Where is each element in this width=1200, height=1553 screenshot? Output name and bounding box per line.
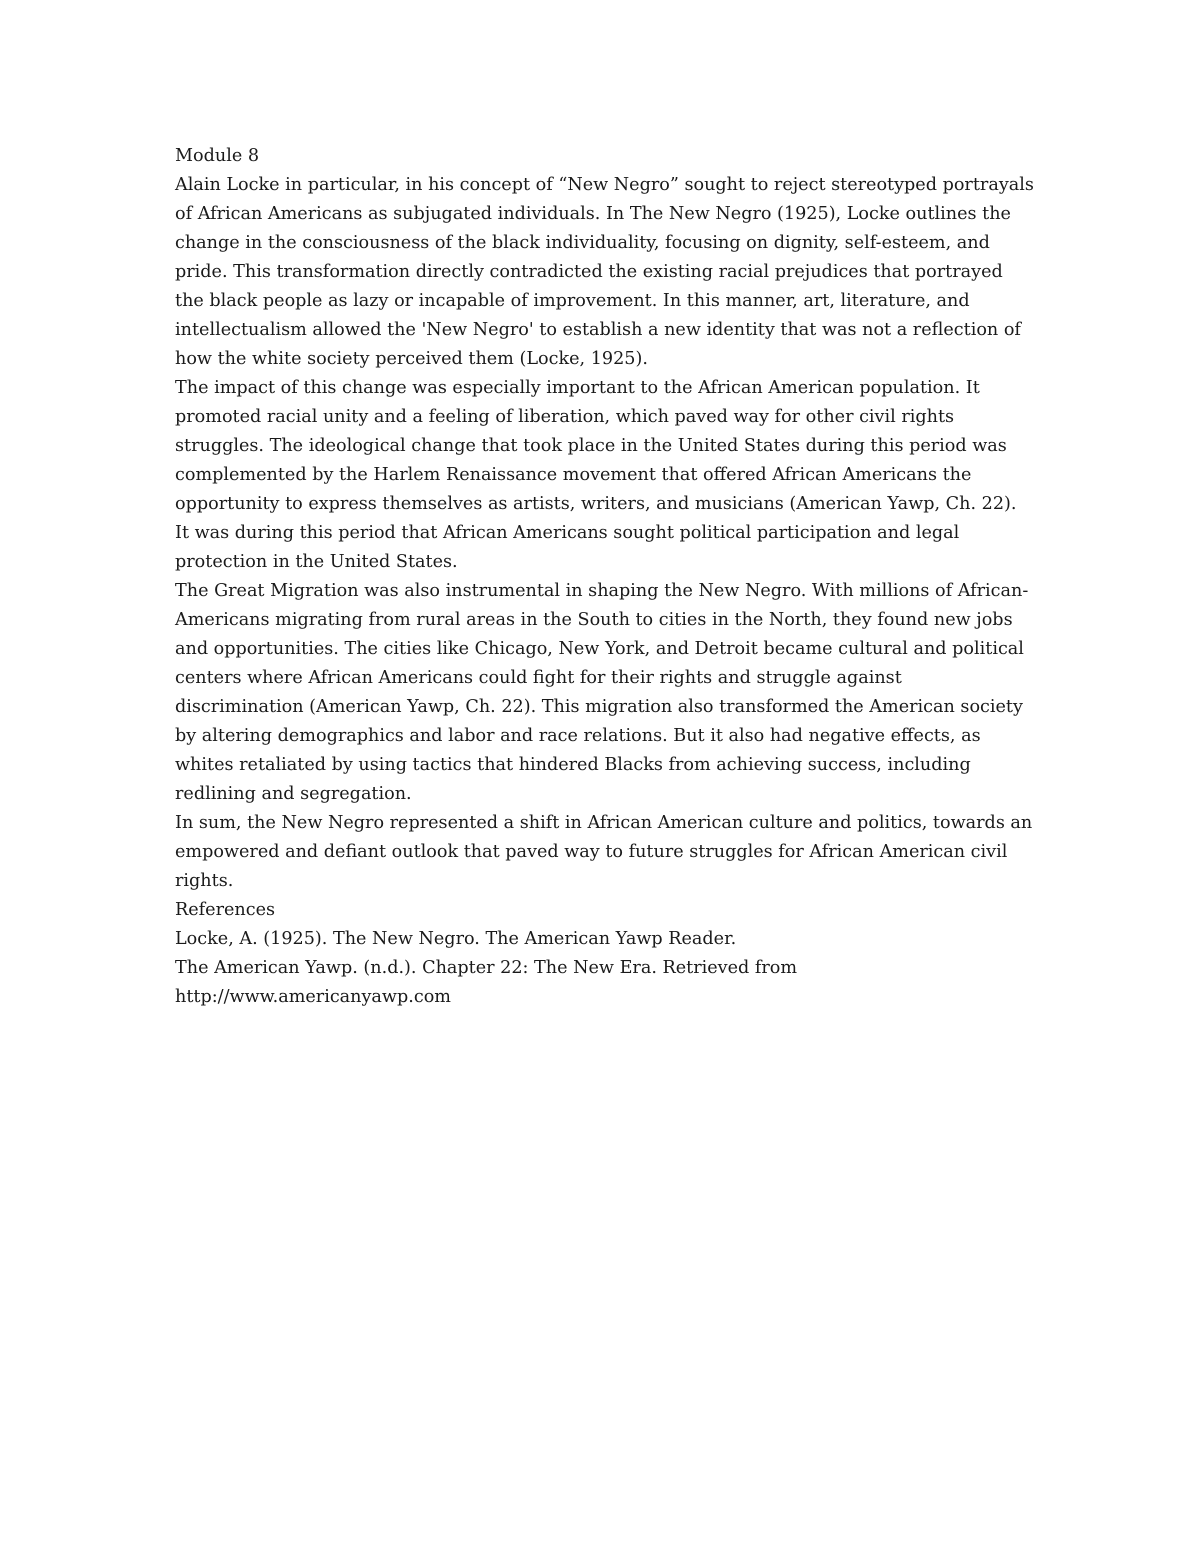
paragraph-great-migration: The Great Migration was also instrumental in shaping the New Negro. With millions of African-Americans migrating from rural areas in the South to cities in the North, they found new jobs and opportunities. The cities like Chicago, New York, and Detroit became cultural and political centers where African Americans could fight for their rights and struggle against discrimination (American Yawp, Ch. 22). This migration also transformed the American society by altering demographics and labor and race relations. But it also had negative effects, as whites retaliated by using tactics that hindered Blacks from achieving success, including redlining and segregation. [175, 581, 1029, 804]
document-page [175, 142, 1035, 1012]
module-title: Module 8 [175, 146, 260, 166]
reference-american-yawp: The American Yawp. (n.d.). Chapter 22: The New Era. Retrieved from http://www.americanyawp.com [175, 958, 798, 1007]
paragraph-conclusion: In sum, the New Negro represented a shift in African American culture and politics, towards an empowered and defiant outlook that paved way to future struggles for African American civil rights. [175, 813, 1033, 891]
reference-locke: Locke, A. (1925). The New Negro. The American Yawp Reader. [175, 929, 737, 949]
paragraph-impact: The impact of this change was especially important to the African American population. It promoted racial unity and a feeling of liberation, which paved way for other civil rights struggles. The ideological change that took place in the United States during this period was complemented by the Harlem Renaissance movement that offered African Americans the opportunity to express themselves as artists, writers, and musicians (American Yawp, Ch. 22). It was during this period that African Americans sought political participation and legal protection in the United States. [175, 378, 1017, 572]
paragraph-locke-new-negro: Alain Locke in particular, in his concept of “New Negro” sought to reject stereotyped portrayals of African Americans as subjugated individuals. In The New Negro (1925), Locke outlines the change in the consciousness of the black individuality, focusing on dignity, self-esteem, and pride. This transformation directly contradicted the existing racial prejudices that portrayed the black people as lazy or incapable of improvement. In this manner, art, literature, and intellectualism allowed the 'New Negro' to establish a new identity that was not a reflection of how the white society perceived them (Locke, 1925). [175, 175, 1034, 369]
references-heading: References [175, 900, 276, 920]
